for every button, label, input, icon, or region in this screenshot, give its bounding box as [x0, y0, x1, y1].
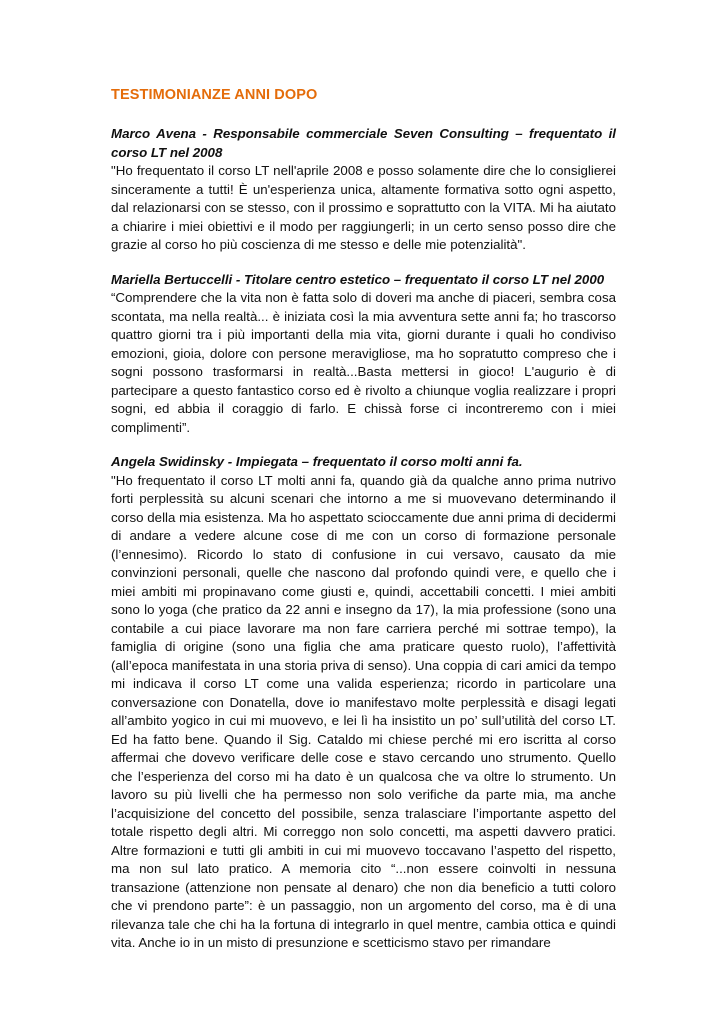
- testimonial-body: "Ho frequentato il corso LT nell'aprile 2008 e posso solamente dire che lo consiglierei sinceramente a tutti! È un'esperienza unica, altamente formativa sotto ogni aspetto, dal relazionarsi con se stesso, con il prossimo e soprattutto con la VITA. Mi ha aiutato a chiarire i miei obiettivi e il modo per raggiungerli; in un certo senso posso dire che grazie al corso ho più coscienza di me stesso e delle mie potenzialità".: [111, 163, 616, 252]
- testimonial-marco-avena: [111, 125, 616, 255]
- testimonial-heading: Mariella Bertuccelli - Titolare centro estetico – frequentato il corso LT nel 2000: [111, 271, 605, 287]
- testimonial-body: “Comprendere che la vita non è fatta solo di doveri ma anche di piaceri, sembra cosa scontata, ma nella realtà... è iniziata così la mia avventura sette anni fa; ho trascorso quattro giorni tra i più importanti della mia vita, giorni durante i quali ho condiviso emozioni, gioia, dolore con persone meravigliose, ma ho sopratutto compreso che i sogni possono trasformarsi in realtà...Basta mettersi in gioco! L'augurio è di partecipare a questo fantastico corso ed è rivolto a chiunque voglia realizzare i propri sogni, ed abbia il coraggio di farlo. E chissà forse ci incontreremo con i miei complimenti”.: [111, 290, 616, 435]
- testimonial-body: "Ho frequentato il corso LT molti anni fa, quando già da qualche anno prima nutrivo forti perplessità su alcuni scenari che intorno a me si muovevano determinando il corso della mia esistenza. Ma ho aspettato scioccamente due anni prima di decidermi di andare a vedere alcune cose di me con un corso di formazione personale (l’ennesimo). Ricordo lo stato di confusione in cui versavo, causato da mie convinzioni personali, quelle che nascono dal profondo quindi vere, e quello che i miei ambiti mi propinavano come giusti e, quindi, accettabili concetti. I miei ambiti sono lo yoga (che pratico da 22 anni e insegno da 17), la mia professione (sono una contabile a cui piace lavorare ma non fare carriera perché mi sottrae tempo), la famiglia di origine (sono una figlia che ama praticare questo ruolo), l’affettività (all’epoca manifestata in una storia priva di senso). Una coppia di cari amici da tempo mi indicava il corso LT come una valida esperienza; ricordo in particolare una conversazione con Donatella, dove io manifestavo molte perplessità e disagi legati all’ambito yogico in cui mi muovevo, e lei lì ha insistito un po’ sull’utilità del corso LT. Ed ha fatto bene. Quando il Sig. Cataldo mi chiese perché mi ero iscritta al corso affermai che dovevo verificare delle cose e stavo cercando uno strumento. Quello che l’esperienza del corso mi ha dato è un qualcosa che va oltre lo strumento. Un lavoro su più livelli che ha permesso non solo verifiche da parte mia, ma anche l’acquisizione del concetto del possibile, senza tralasciare l’importante aspetto del totale rispetto degli altri. Mi correggo non solo concetti, ma aspetti davvero pratici. Altre formazioni e tutti gli ambiti in cui mi muovevo toccavano l’aspetto del rispetto, ma non sul lato pratico. A memoria cito “...non essere coinvolti in nessuna transazione (attenzione non pensate al denaro) che non dia beneficio a tutti coloro che vi prendono parte”: è un passaggio, non un argomento del corso, ma è di una rilevanza tale che chi ha la fortuna di integrarlo in quel mentre, cambia ottica e quindi vita. Anche io in un misto di presunzione e scetticismo stavo per rimandare: [111, 472, 616, 950]
- page-title: TESTIMONIANZE ANNI DOPO: [111, 87, 318, 103]
- testimonial-angela-swidinsky: [111, 453, 616, 953]
- testimonial-heading: Marco Avena - Responsabile commerciale Seven Consulting – frequentato il corso LT nel 2008: [111, 126, 616, 160]
- document-page: [111, 86, 616, 969]
- testimonial-mariella-bertuccelli: [111, 271, 616, 438]
- testimonial-heading: Angela Swidinsky - Impiegata – frequentato il corso molti anni fa.: [111, 454, 523, 469]
